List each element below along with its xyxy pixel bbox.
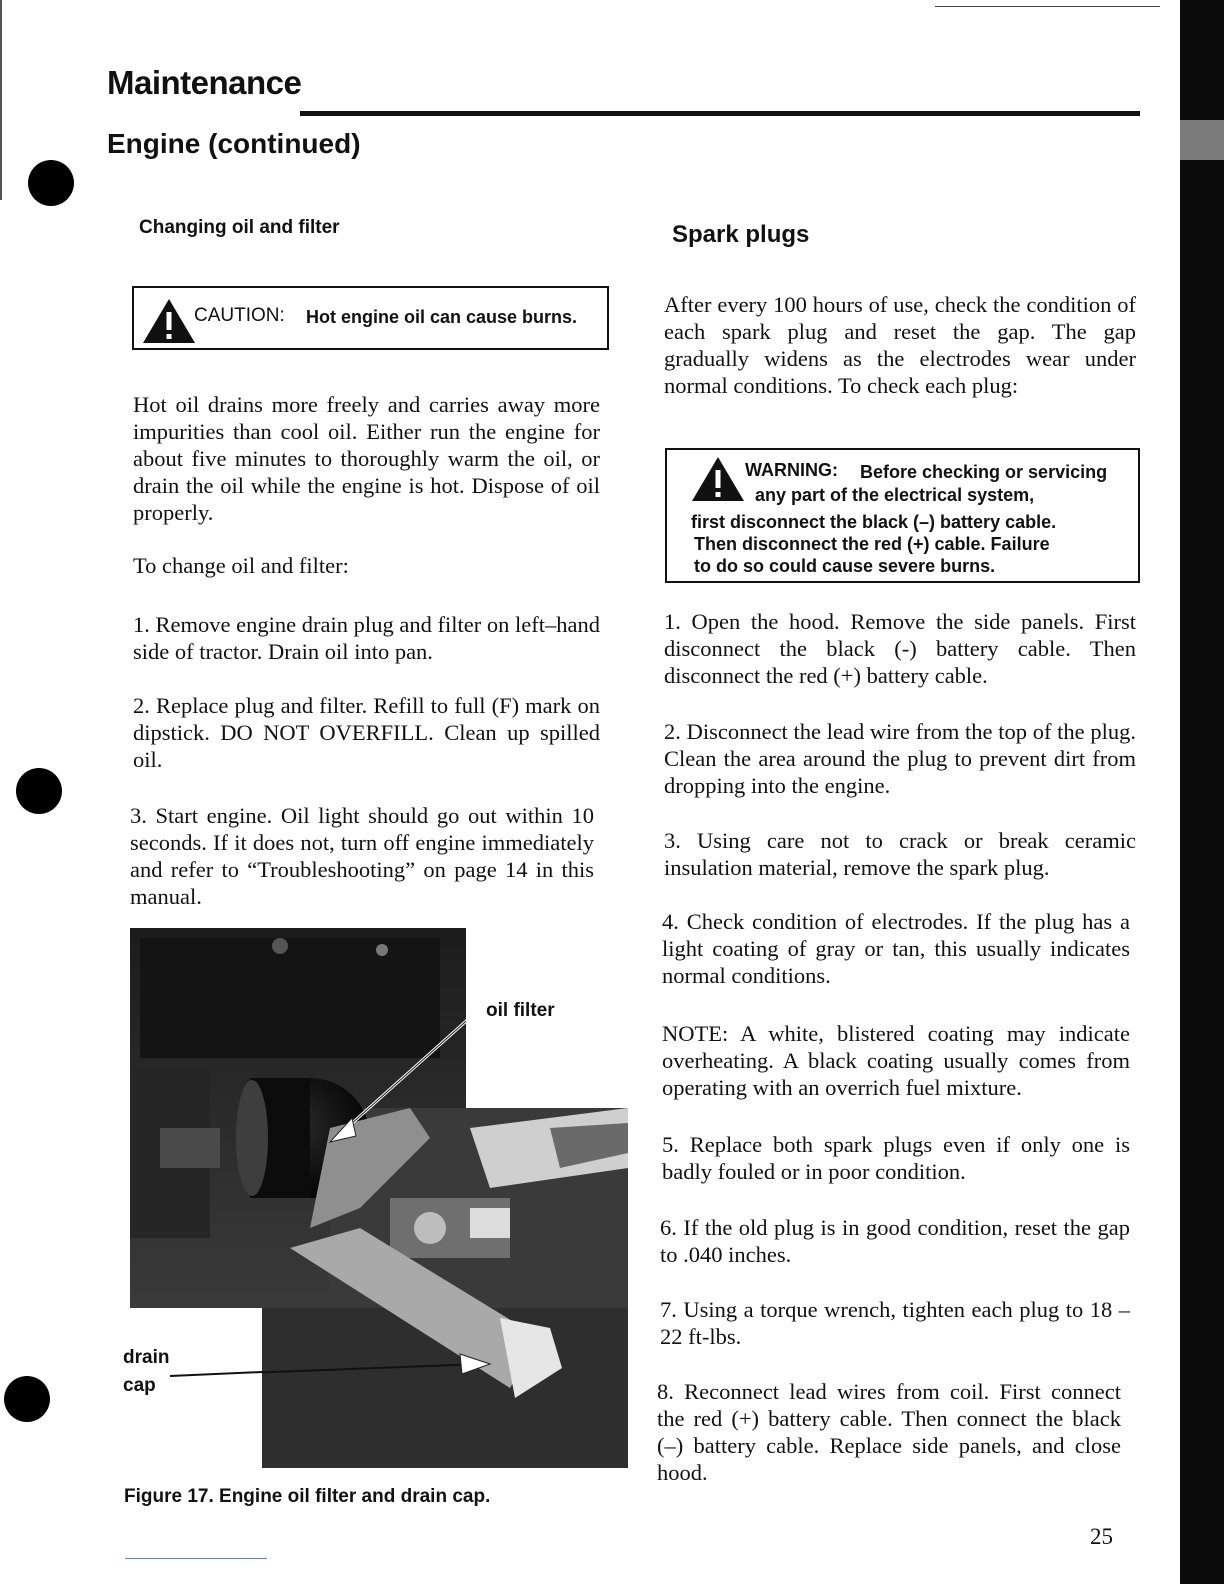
oil-intro-paragraph: Hot oil drains more freely and carries away more impurities than cool oil. Either run the engine for about five minutes to thoroughly warm the oil, or drain the oil while the engine is hot. Dispose of oil properly. [133,392,600,525]
bottom-rule [125,1558,267,1559]
drain-cap-label-line2: cap [123,1375,156,1396]
punch-hole-bottom [4,1376,50,1422]
figure-caption: Figure 17. Engine oil filter and drain cap. [124,1486,491,1507]
drain-cap-label-line1: drain [123,1347,170,1368]
subsection-title: Engine (continued) [107,128,361,159]
oil-step-3: 3. Start engine. Oil light should go out within 10 seconds. If it does not, turn off engine immediately and refer to “Troubleshooting” on page 14 in this manual. [130,803,594,909]
punch-hole-middle [16,768,62,814]
warning-triangle-icon [691,456,745,502]
warning-line-2: any part of the electrical system, [755,485,1035,505]
warning-line-4: Then disconnect the red (+) cable. Failure [694,534,1050,554]
oil-filter-label: oil filter [486,1000,555,1021]
oil-step-2: 2. Replace plug and filter. Refill to full (F) mark on dipstick. DO NOT OVERFILL. Clean up spilled oil. [133,693,600,772]
scan-top-rule [935,6,1160,7]
page-number: 25 [1090,1524,1113,1549]
warning-line-1: Before checking or servicing [860,462,1108,482]
scan-left-edge [0,0,2,200]
warning-box [665,448,1140,583]
warning-label: WARNING: [745,460,838,480]
section-title-rule [300,111,1140,116]
oil-change-heading: Changing oil and filter [139,217,340,238]
spark-intro-paragraph: After every 100 hours of use, check the condition of each spark plug and reset the gap. The gap gradually widens as the electrodes wear under normal conditions. To check each plug: [664,292,1136,398]
spark-step-2: 2. Disconnect the lead wire from the top of the plug. Clean the area around the plug to prevent dirt from dropping into the engine. [664,719,1136,798]
spark-plugs-heading: Spark plugs [672,221,810,248]
spark-step-3: 3. Using care not to crack or break ceramic insulation material, remove the spark plug. [664,828,1136,880]
oil-lead-text: To change oil and filter: [133,553,349,578]
caution-box [132,286,609,350]
spark-step-6: 6. If the old plug is in good condition, reset the gap to .040 inches. [660,1215,1130,1267]
spark-step-4: 4. Check condition of electrodes. If the plug has a light coating of gray or tan, this usually indicates normal conditions. [662,909,1130,988]
spark-step-1: 1. Open the hood. Remove the side panels. First disconnect the black (-) battery cable. Then disconnect the red (+) battery cable. [664,609,1136,688]
warning-line-3: first disconnect the black (–) battery cable. [691,512,1057,532]
scan-right-edge-grey [1180,120,1224,160]
caution-triangle-icon [142,298,196,344]
spark-step-8: 8. Reconnect lead wires from coil. First connect the red (+) battery cable. Then connect the black (–) battery cable. Replace side panels, and close hood. [657,1379,1121,1485]
spark-step-7: 7. Using a torque wrench, tighten each plug to 18 – 22 ft-lbs. [660,1297,1130,1349]
section-title: Maintenance [107,64,302,101]
scan-right-edge [1180,0,1224,1584]
oil-step-1: 1. Remove engine drain plug and filter on left–hand side of tractor. Drain oil into pan. [133,612,600,664]
punch-hole-top [28,160,74,206]
caution-text: Hot engine oil can cause burns. [306,307,578,327]
warning-line-5: to do so could cause severe burns. [694,556,996,576]
spark-note: NOTE: A white, blistered coating may indicate overheating. A black coating usually comes from operating with an overrich fuel mixture. [662,1021,1130,1100]
spark-step-5: 5. Replace both spark plugs even if only one is badly fouled or in poor condition. [662,1132,1130,1184]
caution-label: CAUTION: [194,305,285,326]
